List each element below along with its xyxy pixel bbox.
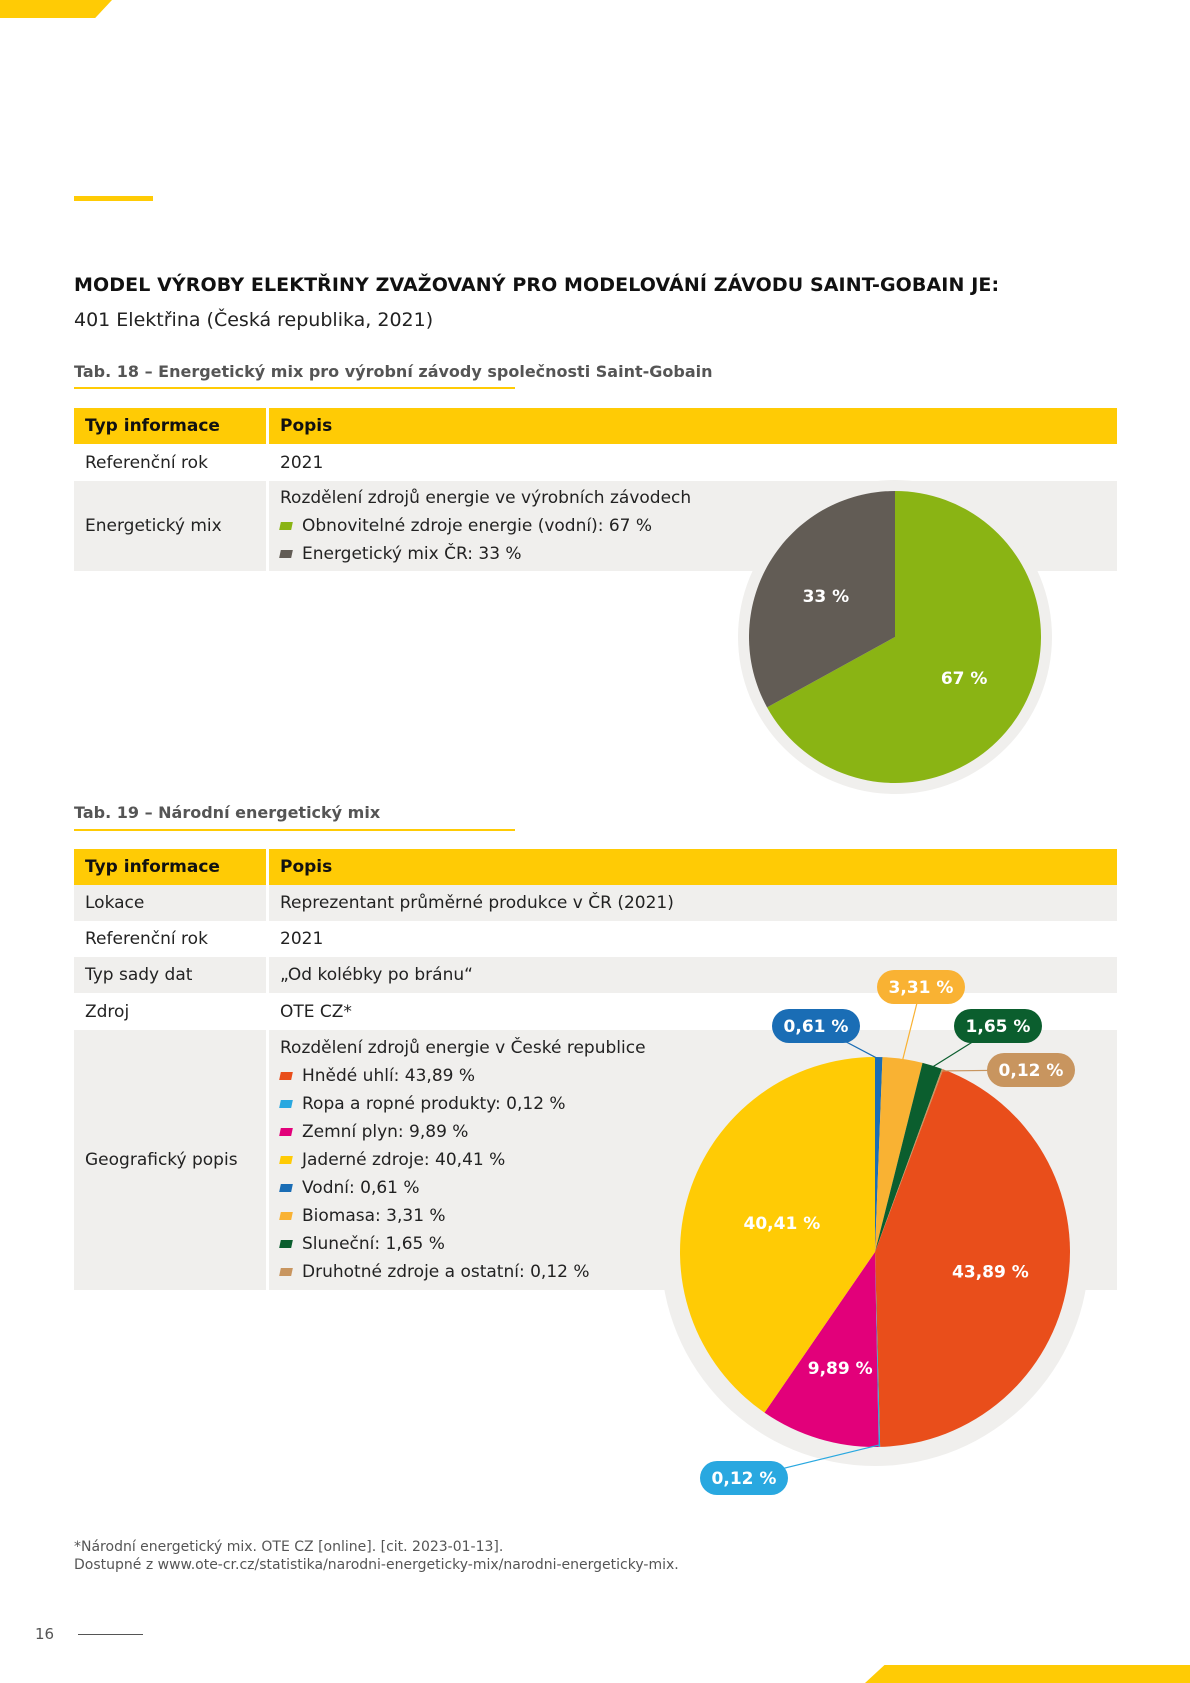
header-type: Typ informace	[74, 849, 269, 885]
row-value: „Od kolébky po bránu“	[269, 957, 1117, 993]
row-label: Referenční rok	[74, 921, 269, 957]
data-label: 0,61 %	[783, 1017, 849, 1037]
table-header-row	[74, 408, 1117, 444]
data-label: 40,41 %	[743, 1214, 821, 1235]
legend-label: Jaderné zdroje: 40,41 %	[302, 1150, 506, 1170]
row-label: Geografický popis	[74, 1030, 269, 1290]
table-header-row	[74, 849, 1117, 885]
data-label: 3,31 %	[888, 978, 954, 998]
data-label: 67 %	[940, 668, 988, 689]
legend-label: Hnědé uhlí: 43,89 %	[302, 1066, 476, 1086]
tab18-caption: Tab. 18 – Energetický mix pro výrobní závody společnosti Saint-Gobain	[74, 362, 713, 381]
page-number: 16	[35, 1625, 55, 1643]
table-row	[74, 885, 1117, 921]
tab19-underline	[74, 829, 515, 831]
legend-label: Obnovitelné zdroje energie (vodní): 67 %	[302, 516, 653, 536]
row-label: Typ sady dat	[74, 957, 269, 993]
legend-swatch-oil	[279, 1100, 293, 1108]
legend-label: Energetický mix ČR: 33 %	[302, 544, 522, 564]
legend-swatch-hydro	[279, 1184, 293, 1192]
row-value: OTE CZ*	[269, 993, 1117, 1030]
legend-swatch-renewable	[279, 522, 293, 530]
row-label: Zdroj	[74, 993, 269, 1030]
legend-label: Druhotné zdroje a ostatní: 0,12 %	[302, 1262, 590, 1282]
page-subheading: 401 Elektřina (Česká republika, 2021)	[74, 309, 434, 331]
row-value: 2021	[269, 444, 1117, 481]
data-label: 1,65 %	[965, 1017, 1031, 1037]
row-label: Energetický mix	[74, 481, 269, 571]
header-desc: Popis	[269, 849, 1117, 885]
legend-label: Zemní plyn: 9,89 %	[302, 1122, 469, 1142]
table-row	[74, 444, 1117, 481]
data-label: 0,12 %	[711, 1469, 777, 1489]
footnote-line: Dostupné z www.ote-cr.cz/statistika/narodni-energeticky-mix/narodni-energeticky-mix.	[74, 1557, 679, 1573]
row-value: Reprezentant průměrné produkce v ČR (2021)	[269, 885, 1117, 921]
header-desc: Popis	[269, 408, 1117, 444]
corner-decoration-top	[0, 0, 112, 18]
header-type: Typ informace	[74, 408, 269, 444]
data-label: 0,12 %	[998, 1061, 1064, 1081]
legend-swatch-nuclear	[279, 1156, 293, 1164]
footnote	[74, 1538, 679, 1574]
legend-swatch-cr-mix	[279, 550, 293, 558]
legend-swatch-solar	[279, 1240, 293, 1248]
data-label: 33 %	[802, 587, 850, 608]
mix-description-title: Rozdělení zdrojů energie ve výrobních závodech	[280, 488, 692, 508]
geo-description-title: Rozdělení zdrojů energie v České republice	[280, 1038, 646, 1058]
legend-swatch-brown-coal	[279, 1072, 293, 1080]
legend-label: Biomasa: 3,31 %	[302, 1206, 446, 1226]
data-label: 43,89 %	[952, 1262, 1029, 1283]
legend-label: Vodní: 0,61 %	[302, 1178, 420, 1198]
footnote-line: *Národní energetický mix. OTE CZ [online]. [cit. 2023-01-13].	[74, 1539, 504, 1555]
row-value: 2021	[269, 921, 1117, 957]
legend-swatch-biomass	[279, 1212, 293, 1220]
accent-bar	[74, 196, 153, 201]
legend-swatch-natural-gas	[279, 1128, 293, 1136]
page-heading: MODEL VÝROBY ELEKTŘINY ZVAŽOVANÝ PRO MODELOVÁNÍ ZÁVODU SAINT-GOBAIN JE:	[74, 274, 1000, 296]
page-number-line	[78, 1634, 143, 1635]
legend-swatch-secondary	[279, 1268, 293, 1276]
tab19-caption: Tab. 19 – Národní energetický mix	[74, 803, 381, 822]
data-label: 9,89 %	[807, 1358, 873, 1379]
corner-decoration-bottom	[865, 1665, 1190, 1683]
tab18-underline	[74, 387, 515, 389]
row-label: Lokace	[74, 885, 269, 921]
pie-chart-company-mix	[730, 480, 1060, 810]
legend-label: Ropa a ropné produkty: 0,12 %	[302, 1094, 566, 1114]
row-label: Referenční rok	[74, 444, 269, 481]
legend-label: Sluneční: 1,65 %	[302, 1234, 445, 1254]
pie-chart-national-mix	[650, 950, 1100, 1510]
